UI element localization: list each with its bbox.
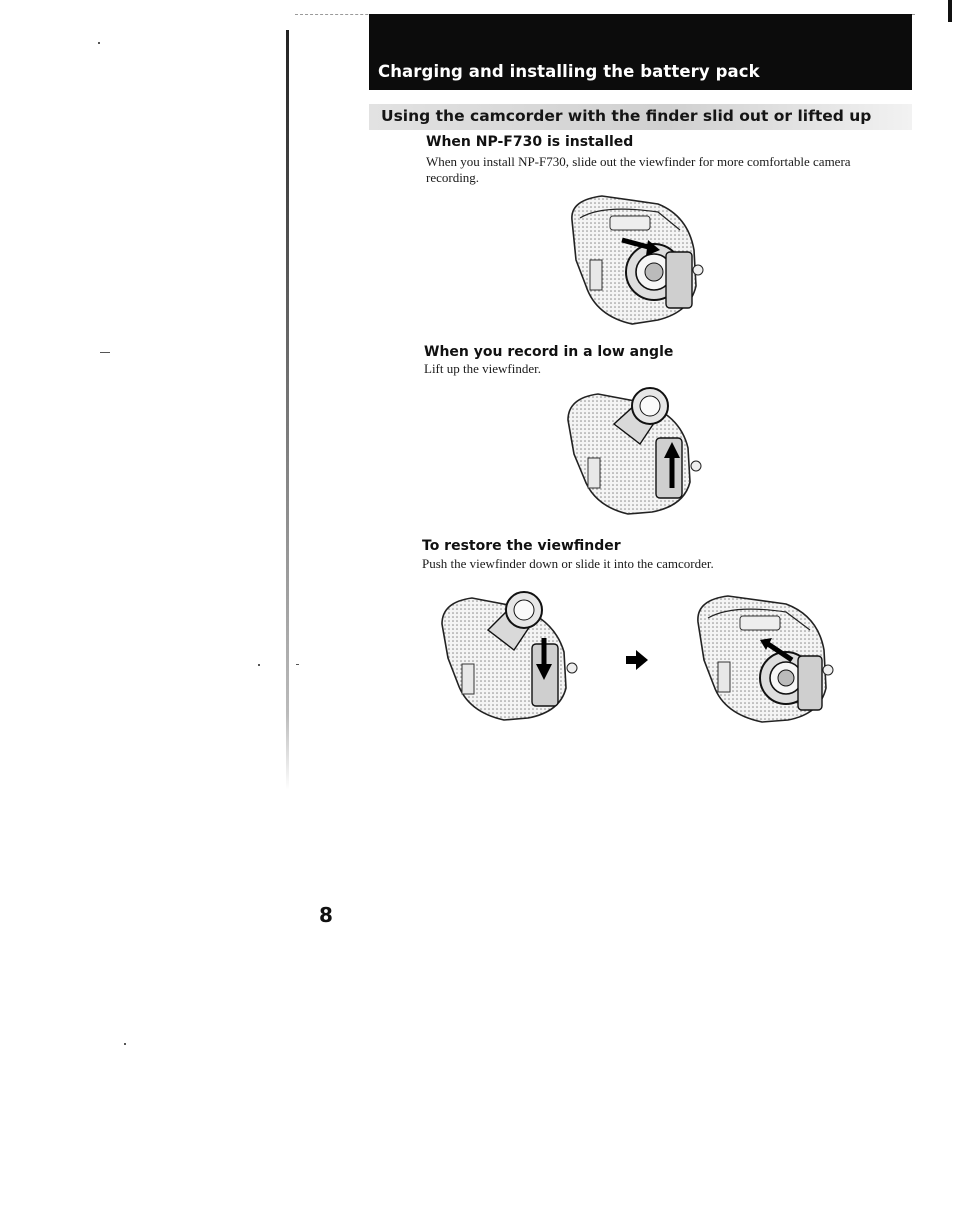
scan-speck bbox=[258, 664, 260, 666]
camcorder-slid-out-figure bbox=[562, 190, 708, 326]
page-number: 8 bbox=[319, 903, 333, 927]
camcorder-slide-in-figure bbox=[688, 590, 838, 724]
scan-speck bbox=[124, 1043, 126, 1045]
subheading-low-angle: When you record in a low angle bbox=[424, 344, 674, 360]
body-text-np-f730: When you install NP-F730, slide out the viewfinder for more comfortable camera recording. bbox=[426, 154, 851, 185]
camcorder-lifted-figure bbox=[560, 384, 706, 516]
body-text-restore: Push the viewfinder down or slide it into the camcorder. bbox=[422, 556, 714, 571]
header-title: Charging and installing the battery pack bbox=[378, 62, 760, 81]
scan-speck bbox=[296, 664, 299, 665]
section-title: Using the camcorder with the finder slid out or lifted up bbox=[381, 107, 872, 125]
camcorder-push-down-figure bbox=[436, 588, 582, 722]
corner-mark bbox=[948, 0, 952, 22]
body-text-low-angle: Lift up the viewfinder. bbox=[424, 361, 541, 376]
subheading-np-f730: When NP-F730 is installed bbox=[426, 134, 634, 150]
scan-speck bbox=[100, 352, 110, 353]
right-arrow-icon bbox=[624, 648, 650, 672]
page-spine-edge bbox=[286, 30, 289, 790]
subheading-restore: To restore the viewfinder bbox=[422, 538, 621, 554]
scan-speck bbox=[98, 42, 100, 44]
